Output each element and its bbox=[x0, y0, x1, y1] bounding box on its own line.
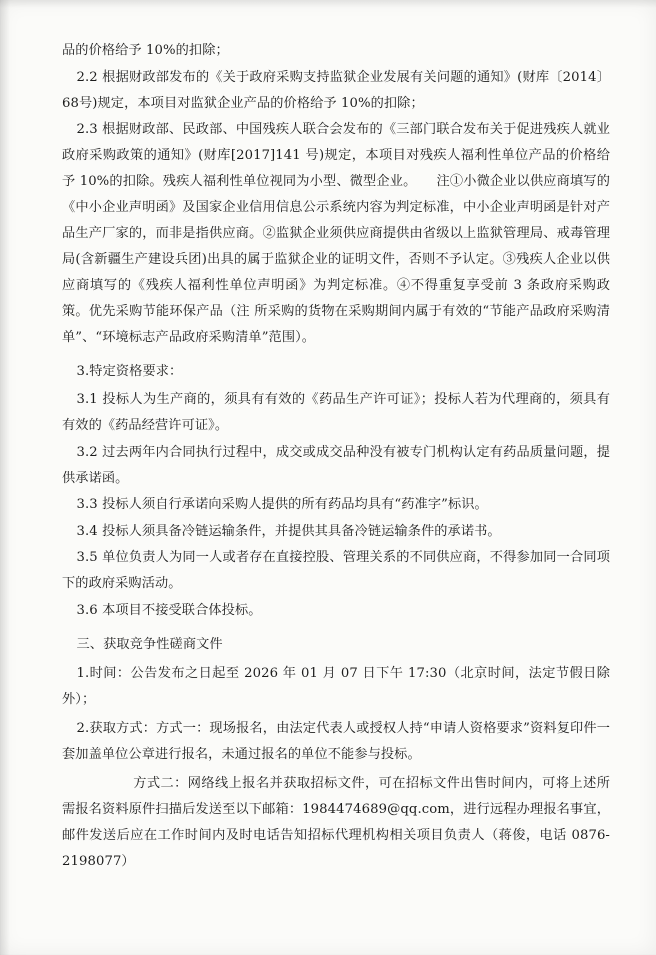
paragraph-3-3: 3.3 投标人须自行承诺向采购人提供的所有药品均具有“药准字”标识。 bbox=[76, 497, 488, 512]
scan-edge-left bbox=[0, 0, 10, 955]
paragraph-method-two: 方式二：网络线上报名并获取招标文件，可在招标文件出售时间内，可将上述所需报名资料原件扫描后发送至以下邮箱：1984474689@qq.com，进行远程办理报名事宜，邮件发送后应在工作时间内及时电话告知招标代理机构相关项目负责人（蒋俊，电话 0876-2198077） bbox=[62, 775, 610, 869]
paragraph-3-6: 3.6 本项目不接受联合体投标。 bbox=[76, 602, 262, 618]
paragraph-3-2: 3.2 过去两年内合同执行过程中，成交或成交品种没有被专门机构认定有药品质量问题，提供承诺函。 bbox=[62, 444, 610, 486]
heading-qualification-requirements: 3.特定资格要求： bbox=[76, 364, 183, 379]
heading-section-three: 三、获取竞争性磋商文件 bbox=[76, 636, 223, 652]
paragraph-discount-10: 品的价格给予 10%的扣除； bbox=[62, 43, 229, 58]
paragraph-2-3: 2.3 根据财政部、民政部、中国残疾人联合会发布的《三部门联合发布关于促进残疾人就业政府采购政策的通知》(财库[2017]141 号)规定，本项目对残疾人福利性单位产品的价格给予 10%的扣除。残疾人福利性单位视同为小型、微型企业。 注①小微企业以供应商填写的《中小企业声明函》及国家企业信用信息公示系统内容为判定标准，中小企业声明函是针对产品生产厂家的，而非是指供应商。②监狱企业须供应商提供由省级以上监狱管理局、戒毒管理局(含新疆生产建设兵团)出具的属于监狱企业的证明文件，否则不予认定。③残疾人企业以供应商填写的《残疾人福利性单位声明函》为判定标准。④不得重复享受前 3 条政府采购政策。优先采购节能环保产品（注 所采购的货物在采购期间内属于有效的“节能产品政府采购清单”、“环境标志产品政府采购清单”范围）。 bbox=[62, 122, 610, 345]
paragraph-method-one: 2.获取方式：方式一：现场报名，由法定代表人或授权人持“申请人资格要求”资料复印件一套加盖单位公章进行报名，未通过报名的单位不能参与投标。 bbox=[62, 720, 610, 762]
paragraph-3-5: 3.5 单位负责人为同一人或者存在直接控股、管理关系的不同供应商，不得参加同一合同项下的政府采购活动。 bbox=[62, 550, 610, 591]
scan-edge-top bbox=[0, 0, 656, 8]
paragraph-time: 1.时间：公告发布之日起至 2026 年 01 月 07 日下午 17:30（北京时间，法定节假日除外）； bbox=[62, 665, 610, 707]
document-body bbox=[62, 38, 610, 875]
paragraph-3-4: 3.4 投标人须具备冷链运输条件，并提供其具备冷链运输条件的承诺书。 bbox=[76, 523, 501, 539]
paragraph-3-1: 3.1 投标人为生产商的，须具有有效的《药品生产许可证》；投标人若为代理商的，须具有有效的《药品经营许可证》。 bbox=[62, 392, 610, 433]
paragraph-2-2: 2.2 根据财政部发布的《关于政府采购支持监狱企业发展有关问题的通知》(财库〔2014〕68号)规定，本项目对监狱企业产品的价格给予 10%的扣除； bbox=[62, 69, 610, 111]
